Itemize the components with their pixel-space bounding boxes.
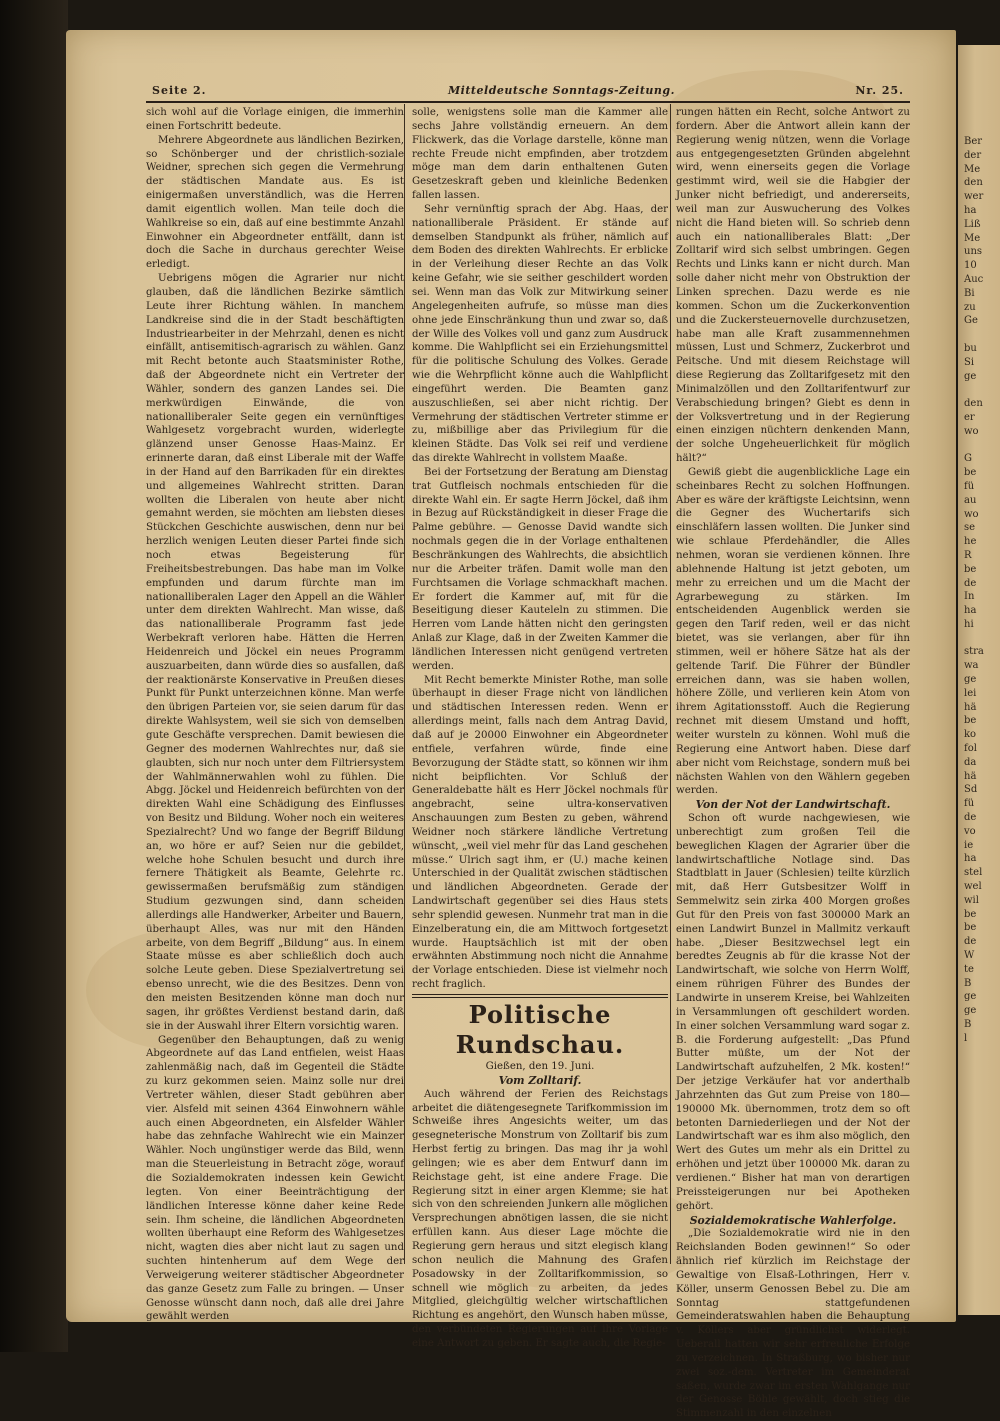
paragraph: Mehrere Abgeordnete aus ländlichen Bezirken, so Schönberger und der christlich-soziale Weidner, sprechen sich gegen die Vermehrung der städtischen Mandate aus. Es ist einigermaßen unverständlich, was die Herren damit eigentlich wollen. Man teile doch die Wahlkreise so ein, daß auf eine bestimmte Anzahl Einwohner ein Abgeordneter entfällt, dann ist doch die Sache in durchaus gerechter Weise erledigt. [146, 134, 404, 271]
page-number: Seite 2. [152, 84, 207, 97]
header-rule [146, 101, 910, 103]
paragraph: Schon oft wurde nachgewiesen, wie unberechtigt zum großen Teil die beweglichen Klagen der Agrarier über die landwirtschaftliche Notlage sind. Das Stadtblatt in Jauer (Schlesien) teilte kürzlich mit, daß Herr Gutsbesitzer Wolff in Semmelwitz sein zirka 400 Morgen großes Gut für den Preis von fast 300000 Mark an einen Landwirt Bunzel in Mallmitz verkauft habe. „Dieser Besitzwechsel legt ein beredtes Zeugnis ab für die krasse Not der Landwirtschaft, wie solche von Herrn Wolff, einem rührigen Führer des Bundes der Landwirte in unserem Kreise, bei Wahlzeiten in Versammlungen oft geschildert worden. In einer solchen Versammlung ward sogar z. B. die Forderung aufgestellt: „Das Pfund Butter müßte, um der Not der Landwirtschaft aufzuhelfen, 2 Mk. kosten!“ Der jetzige Verkäufer hat vor anderthalb Jahrzehnten das Gut zum Preise von 180—190000 Mk. übernommen, trotz dem so oft betonten Darniederliegen und der Not der Landwirtschaft war es ihm also möglich, den Wert des Gutes um mehr als ein Drittel zu erhöhen und jetzt über 100000 Mk. daran zu verdienen.“ Bisher hat man von derartigen Preissteigerungen nur bei Apotheken gehört. [676, 813, 910, 1212]
paragraph: Gegenüber den Behauptungen, daß zu wenig Abgeordnete auf das Land entfielen, weist Haas zahlenmäßig nach, daß im Gegenteil die Städte zu kurz gekommen seien. Mainz solle nur drei Vertreter wählen, dieser Stadt gebühren aber vier. Alsfeld mit seinen 4364 Einwohnern wähle auch einen Abgeordneten, ein Alsfelder Wähler habe das zehnfache Wahlrecht wie ein Mainzer Wähler. Noch ungünstiger werde das Bild, wenn man die Steuerleistung in Betracht zöge, worauf die Sozialdemokraten indessen kein Gewicht legten. Von einer Beeinträchtigung der ländlichen Interesse könne daher keine Rede sein. Ihm scheine, die ländlichen Abgeordneten wollten überhaupt eine Reform des Wahlgesetzes nicht, wagten dies aber nicht laut zu sagen und suchten hintenherum auf dem Wege der Verweigerung weiterer städtischer Abgeordneter das ganze Gesetz zum Falle zu bringen. — Unser Genosse wünscht dann noch, daß alle drei Jahre gewählt werden [146, 1034, 404, 1323]
section-rule [412, 994, 668, 998]
paragraph: Bei der Fortsetzung der Beratung am Dienstag trat Gutfleisch nochmals entschieden für die direkte Wahl ein. Er sagte Herrn Jöckel, daß ihm in Bezug auf Rückständigkeit in dieser Frage die Palme gebühre. — Genosse David wandte sich nochmals gegen die in der Vorlage enthaltenen Beschränkungen des Wahlrechts, die absichtlich nur die Arbeiter träfen. Damit wolle man den Furchtsamen die Vorlage schmackhaft machen. Er fordert die Kammer auf, mit für die Beseitigung dieser Kauteleln zu stimmen. Die Herren vom Lande hätten nicht den geringsten Anlaß zur Klage, daß in der Zweiten Kammer die ländlichen Interessen nicht genügend vertreten werden. [412, 466, 668, 672]
paragraph: sich wohl auf die Vorlage einigen, die immerhin einen Fortschritt bedeute. [146, 107, 404, 132]
binding-spine [0, 0, 68, 1352]
column-divider [404, 104, 405, 1264]
paragraph: „Die Sozialdemokratie wird nie in den Reichslanden Boden gewinnen!“ So oder ähnlich rief kürzlich im Reichstage der Gewaltige von Elsaß-Lothringen, Herr v. Köller, unserm Genossen Bebel zu. Die am Sonntag stattgefundenen Gemeinderatswahlen haben die Behauptung v. Köllers aber gründlichst widerlegt. Ueberall hatten wir sehr erfreuliche Erfolge zu verzeichnen. In Straßburg, wo bisher nur zwei soz.-dem. Vertreter im Gemeinderat saßen, wurde zwar im ersten Wahlgange nur der Genosse Böhle gewählt, doch stieg die Stimmenzahl in den einzelnen [676, 1228, 910, 1420]
paragraph: Mit Recht bemerkte Minister Rothe, man solle überhaupt in dieser Frage nicht von ländlichen und städtischen Interessen reden. Wenn er allerdings meint, falls nach dem Antrag David, daß auf je 20000 Einwohner ein Abgeordneter entfiele, verfahren würde, finde eine Bevorzugung der Städte statt, so können wir ihm nicht beipflichten. Vor Schluß der Generaldebatte hält es Herr Jöckel nochmals für angebracht, seine ultra-konservativen Anschauungen zum Besten zu geben, während Weidner noch stärkere ländliche Vertretung wünscht, „weil viel mehr für das Land geschehen müsse.“ Ulrich sagt ihm, er (U.) mache keinen Unterschied in der Qualität zwischen städtischen und ländlichen Abgeordneten. Gerade der Landwirtschaft gegenüber sei dies Haus stets sehr splendid gewesen. Nunmehr trat man in die Einzelberatung ein, die am Mittwoch fortgesetzt wurde. Hauptsächlich ist mit der oben erwähnten Abstimmung noch nicht die Annahme der Vorlage entschieden. Diese ist vielmehr noch recht fraglich. [412, 674, 668, 991]
column-divider [670, 104, 671, 1264]
article-subhead: Vom Zolltarif. [498, 1073, 582, 1087]
article-column-1 [146, 106, 404, 1323]
article-subhead: Sozialdemokratische Wahlerfolge. [689, 1213, 897, 1227]
paragraph: Sehr vernünftig sprach der Abg. Haas, der nationalliberale Präsident. Er stände auf demselben Standpunkt als früher, nämlich auf dem Boden des direkten Wahlrechts. Er erblicke in der Verleihung dieser Rechte an das Volk keine Gefahr, wie sie seither geschildert worden sei. Wenn man das Volk zur Mitwirkung seiner Angelegenheiten aufrufe, so müsse man dies ohne jede Einschränkung thun und zwar so, daß der Wille des Volkes voll und ganz zum Ausdruck komme. Die Wahlpflicht sei ein Erziehungsmittel für die politische Schulung des Volkes. Gerade wie die Wehrpflicht könne auch die Wahlpflicht eingeführt werden. Die Beamten ganz auszuschließen, sei aber nicht richtig. Der Vermehrung der städtischen Vertreter stimme er zu, mißbillige aber das Privilegium für die kleinen Städte. Das Volk sei reif und verdiene das direkte Wahlrecht in vollstem Maaße. [412, 203, 668, 465]
adjacent-page-edge [958, 45, 1000, 1315]
dateline: Gießen, den 19. Juni. [485, 1061, 595, 1072]
newspaper-title: Mitteldeutsche Sonntags-Zeitung. [448, 84, 675, 97]
paragraph: Auch während der Ferien des Reichstags arbeitet die diätengesegnete Tarifkommission im Schweiße ihres Angesichts weiter, um das gesegneterische Monstrum von Zolltarif bis zum Herbst fertig zu bringen. Das mag ihr ja wohl gelingen; wie es aber dem Entwurf dann im Reichstage geht, ist eine andere Frage. Die Regierung sitzt in einer argen Klemme; sie hat sich von den schreienden Junkern alle möglichen Versprechungen abnötigen lassen, die sie nicht erfüllen kann. Aus dieser Lage möchte die Regierung gern heraus und sitzt elegisch klang schon neulich die Mahnung des Grafen Posadowsky in der Zolltarifkommission, so schnell wie möglich zu arbeiten, da jedes Mitglied, gleichgültig welcher wirtschaftlichen Richtung es angehört, den Wunsch haben müsse, den verbündeten Regierungen auf ihre Vorlage eine Antwort zu geben. Er sagte auch, die Regie- [412, 1088, 668, 1349]
paragraph: solle, wenigstens solle man die Kammer alle sechs Jahre vollständig erneuern. An dem Flickwerk, das die Vorlage darstelle, könne man rechte Freude nicht empfinden, aber trotzdem möge man dem darin enthaltenen Guten Gesetzeskraft geben und kleinliche Bedenken fallen lassen. [412, 107, 668, 202]
paragraph: Uebrigens mögen die Agrarier nur nicht glauben, daß die ländlichen Bezirke sämtlich Leute ihrer Richtung wählen. In manchem Landkreise sind die in der Stadt beschäftigten Industriearbeiter in der Mehrzahl, denen es nicht einfällt, antisemitisch-agrarisch zu wählen. Ganz mit Recht betonte auch Staatsminister Rothe, daß der Abgeordnete nicht ein Vertreter der Wähler, sondern des ganzen Landes sei. Die merkwürdigen Einwände, die von nationalliberaler Seite gegen ein vernünftiges Wahlgesetz vorgebracht wurden, widerlegte glänzend unser Genosse Haas-Mainz. Er erinnerte daran, daß einst Liberale mit der Waffe in der Hand auf den Barrikaden für ein direktes und allgemeines Wahlrecht stritten. Daran wollten die Liberalen von heute aber nicht gemahnt werden, sie möchten am liebsten dieses Stückchen Geschichte auswischen, denn nur bei herzlich wenigen Leuten dieser Partei finde sich noch etwas Begeisterung für Freiheitsbestrebungen. Das habe man im Volke empfunden und darum fürchte man im nationalliberalen Lager den Appell an die Wähler unter dem direkten Wahlrecht. Man wisse, daß das nationalliberale Programm fast jede Werbekraft verloren habe. Hätten die Herren Heidenreich und Jöckel ein neues Programm auszuarbeiten, dann würde dies so ausfallen, daß der reaktionärste Konservative in Preußen dieses Punkt für Punkt unterzeichnen könne. Man werfe den übrigen Parteien vor, sie seien darum für das direkte Wahlsystem, weil sie sich von demselben gute Geschäfte versprechen. Damit bewiesen die Gegner des modernen Wahlrechtes nur, daß sie glaubten, sich nur noch unter dem Filtriersystem der Wahlmännerwahlen wohl zu fühlen. Die Abgg. Jöckel und Heidenreich befürchten von der direkten Wahl eine Schädigung des Einflusses von Besitz und Bildung. Woher noch ein weiteres Spezialrecht? Und wo fange der Begriff Bildung an, wo höre er auf? Seien nur die gebildet, welche hohe Schulen besucht und durch ihre fernere Thätigkeit als Beamte, Gelehrte rc. gewissermaßen berufsmäßig zum ständigen Studium gezwungen sind, dann scheiden allerdings alle Handwerker, Arbeiter und Bauern, überhaupt Alles, was nur mit den Händen arbeite, von dem Begriff „Bildung“ aus. In einem Staate müsse es aber schließlich doch auch solche Leute geben. Diese Spezialvertretung sei ebenso unrecht, wie die des Besitzes. Denn von den meisten Besitzenden könne man doch nur sagen, ihr größtes Verdienst bestand darin, daß sie in der Auswahl ihrer Eltern vorsichtig waren. [146, 273, 404, 1032]
article-column-3 [676, 106, 910, 1420]
section-title: Politische Rundschau. [455, 1000, 625, 1059]
adjacent-page-text: Ber der Me den wer ha Liß Me uns 10 Auc Bi zu Ge bu Si ge den er wo G be fü au wo se he R be de In ha hi stra wa ge lei hä be ko fol da hä Sd fü de vo ie ha stel wel wil be be de W te B ge ge B l [964, 136, 984, 1044]
article-column-2 [412, 106, 668, 1349]
article-subhead: Von der Not der Landwirtschaft. [695, 798, 891, 812]
paragraph: rungen hätten ein Recht, solche Antwort zu fordern. Aber die Antwort allein kann der Regierung wenig nützen, wenn die Vorlage aus entgegengesetzten Gründen abgelehnt wird, wenn einerseits gegen die Vorlage gestimmt wird, weil sie die Habgier der Junker nicht befriedigt, und andererseits, weil man zur Auswucherung des Volkes nicht die Hand bieten will. So schrieb denn auch ein nationalliberales Blatt: „Der Zolltarif wird sich selbst umbringen. Gegen Rechts und Links kann er nicht durch. Man solle daher nicht mehr von Obstruktion der Linken sprechen. Dazu werde es nie kommen. Schon um die Zuckerkonvention und die Zuckersteuernovelle durchzusetzen, habe man alle Kraft zusammennehmen müssen, Lust und Schmerz, Zuckerbrot und Peitsche. Und mit diesem Reichstage will diese Regierung das Zolltarifgesetz mit den Minimalzöllen und den Zolltarifentwurf zur Verabschiedung bringen? Giebt es denn in der Volksvertretung und in der Regierung einen einzigen nüchtern denkenden Mann, der solche Ungeheuerlichkeit für möglich hält?“ [676, 107, 910, 465]
paragraph: Gewiß giebt die augenblickliche Lage ein scheinbares Recht zu solchen Hoffnungen. Aber es wäre der kräftigste Leichtsinn, wenn die Gegner des Wuchertarifs sich einschläfern lassen wollten. Die Junker sind wie schlaue Pferdehändler, die Alles nehmen, woran sie verdienen können. Ihre ablehnende Haltung ist jetzt geboten, um mehr zu erreichen und um die Macht der Agrarbewegung zu stärken. Im entscheidenden Augenblick werden sie gegen den Tarif reden, weil er das nicht bietet, was sie verlangen, aber für ihn stimmen, weil er höhere Sätze hat als der geltende Tarif. Die Führer der Bündler erreichen dann, was sie haben wollen, höhere Zölle, und verlieren kein Atom von ihrem Agitationsstoff. Auch die Regierung rechnet mit diesem Umstand und hofft, weiter wursteln zu können. Wohl muß die Regierung eine Antwort haben. Diese darf aber nicht vom Reichstage, sondern muß bei nächsten Wahlen von den Wählern gegeben werden. [676, 466, 910, 797]
issue-number: Nr. 25. [855, 84, 904, 97]
